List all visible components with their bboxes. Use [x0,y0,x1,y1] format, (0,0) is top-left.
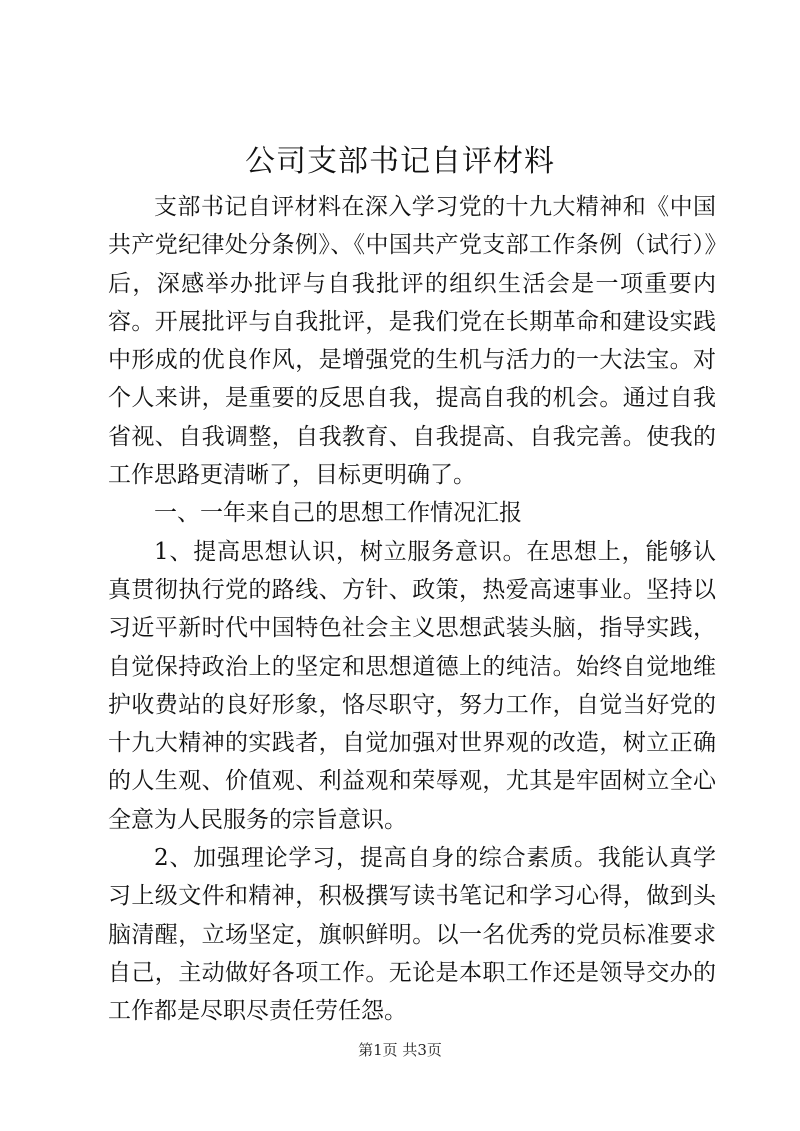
paragraph-item-2: 2、加强理论学习，提高自身的综合素质。我能认真学习上级文件和精神，积极撰写读书笔记和学习心得，做到头脑清醒，立场坚定，旗帜鲜明。以一名优秀的党员标准要求自己，主动做好各项工作。无论是本职工作还是领导交办的工作都是尽职尽责任劳任怨。 [108,845,716,1025]
document-body [108,188,716,1031]
paragraph-intro: 支部书记自评材料在深入学习党的十九大精神和《中国共产党纪律处分条例》、《中国共产党支部工作条例（试行）》后，深感举办批评与自我批评的组织生活会是一项重要内容。开展批评与自我批评，是我们党在长期革命和建设实践中形成的优良作风，是增强党的生机与活力的一大法宝。对个人来讲，是重要的反思自我，提高自我的机会。通过自我省视、自我调整，自我教育、自我提高、自我完善。使我的工作思路更清晰了，目标更明确了。 [108,194,716,489]
page-number: 第1页 共3页 [358,1041,442,1059]
document-title: 公司支部书记自评材料 [245,144,555,179]
section-heading: 一、一年来自己的思想工作情况汇报 [154,500,522,527]
paragraph-item-1: 1、提高思想认识，树立服务意识。在思想上，能够认真贯彻执行党的路线、方针、政策，热爱高速事业。坚持以习近平新时代中国特色社会主义思想武装头脑，指导实践，自觉保持政治上的坚定和思想道德上的纯洁。始终自觉地维护收费站的良好形象，恪尽职守，努力工作，自觉当好党的十九大精神的实践者，自觉加强对世界观的改造，树立正确的人生观、价值观、利益观和荣辱观，尤其是牢固树立全心全意为人民服务的宗旨意识。 [108,538,716,833]
